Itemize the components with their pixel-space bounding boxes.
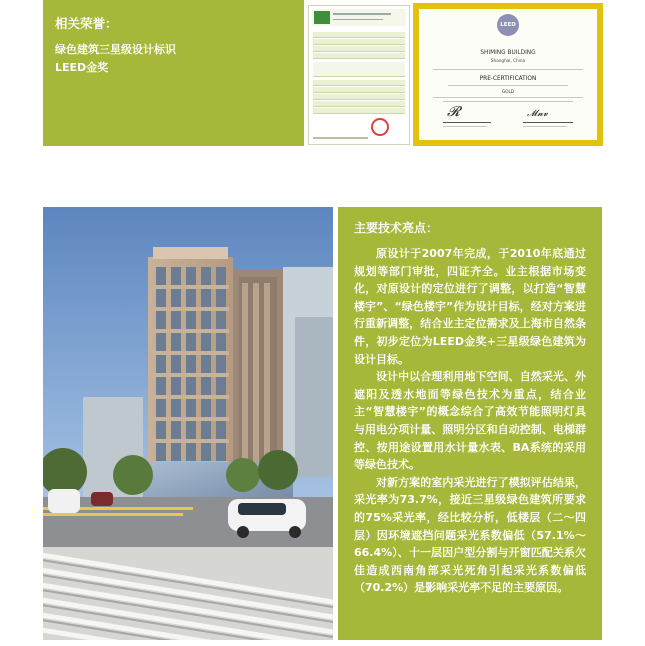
tech-paragraph-1: 原设计于2007年完成，于2010年底通过规划等部门审批，四证齐全。业主根据市场变化，对原设计的定位进行了调整，以打造“智慧楼宇”、“绿色楼宇”作为设计目标，经对方案进行重新调整，结合业主定位需求及上海市自然条件，初步定位为LEED金奖+三星级绿色建筑为设计目标。 [354,247,586,366]
leed-certificate-frame [413,3,603,146]
award-three-star: 绿色建筑三星级设计标识 [55,43,176,56]
leed-logo-icon: LEED [497,14,519,36]
leed-building-name: SHIMING BUILDING [480,50,536,56]
official-seal-icon [371,118,389,136]
building-rendering-image [43,207,333,640]
tech-paragraph-2: 设计中以合理利用地下空间、自然采光、外遮阳及透水地面等绿色技术为重点，结合业主“智慧楼宇”的概念综合了高效节能照明灯具与用电分项计量、照明分区和自动控制、电梯群控、按用途设置用水计量水表、BA系统的采用等绿色技术。 [354,370,586,472]
certificate-logo-icon [314,11,330,24]
tech-paragraph-3: 对新方案的室内采光进行了模拟评估结果，采光率为73.7%，接近三星级绿色建筑所要求的75%采光率，经比较分析，低楼层（二～四层）因环境遮挡问题采光系数偏低（57.1%～66.4%）、十一层因户型分割与开窗匹配关系欠佳造成西南角部采光死角引起采光系数偏低（70.2%）是影响采光率不足的主要原因。 [354,475,586,595]
leed-level: GOLD [501,89,515,94]
honors-title: 相关荣誉： [55,16,118,31]
award-leed-gold: LEED金奖 [55,61,109,74]
tech-highlights-panel [338,207,602,640]
signature-left-icon: 𝓡 [447,104,461,120]
green-building-certificate-image [308,5,410,145]
signature-right-icon: 𝓜𝓷𝓿 [527,109,548,119]
leed-precert-title: PRE-CERTIFICATION [479,76,537,82]
honors-panel [43,0,304,146]
tech-highlights-title: 主要技术亮点： [354,221,439,235]
leed-certificate [419,9,597,140]
tech-highlights-body [354,245,586,597]
leed-city: Shanghai, China [490,58,526,63]
